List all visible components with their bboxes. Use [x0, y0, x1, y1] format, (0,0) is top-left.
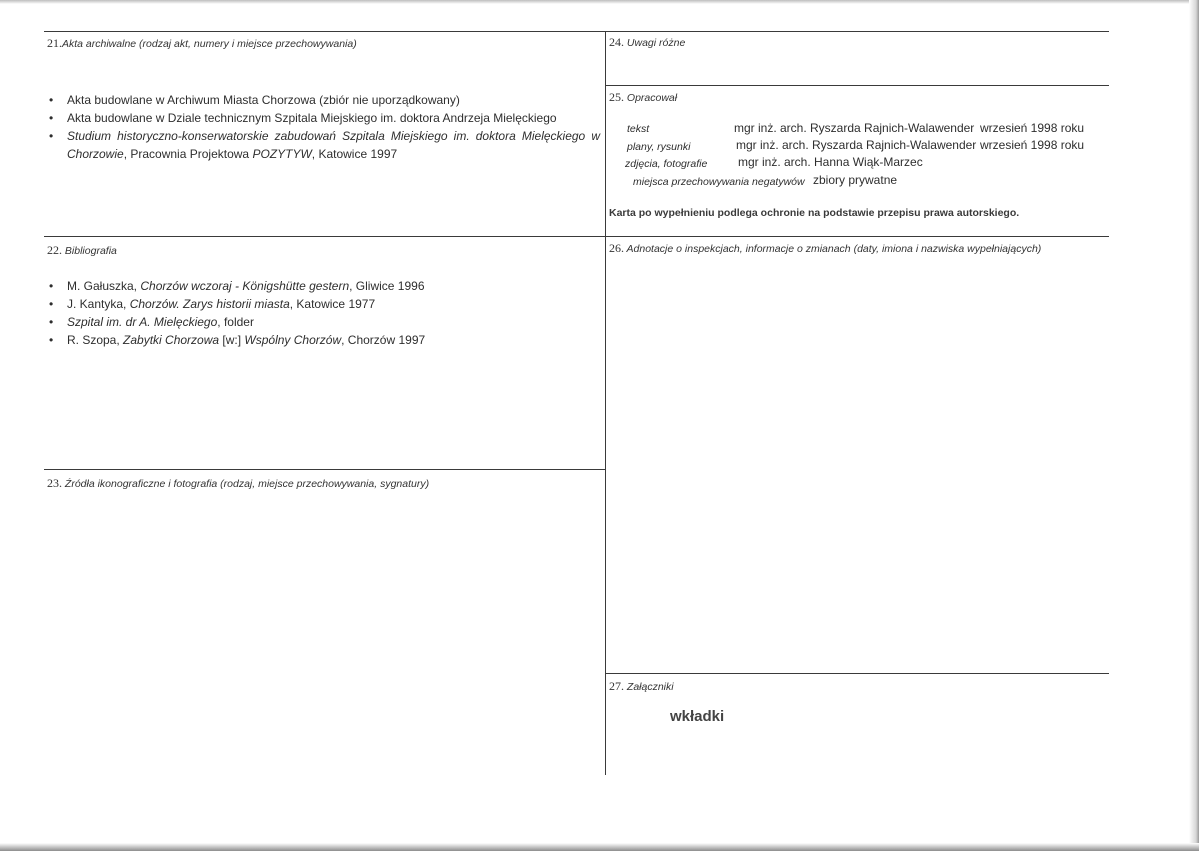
credit-row-text: tekst [627, 123, 650, 135]
list-item: • Szpital im. dr A. Mielęckiego, folder [45, 313, 600, 331]
divider-top [44, 31, 1109, 32]
list-item: • Studium historyczno-konserwatorskie zabudowań Szpitala Miejskiego im. doktora Mielęckiego w Chorzowie, Pracownia Projektowa POZYTYW, Katowice 1997 [45, 127, 600, 163]
divider-24-25 [605, 85, 1109, 86]
section-27-heading: 27. Załączniki [609, 679, 674, 693]
copyright-note: Karta po wypełnieniu podlega ochronie na podstawie przepisu prawa autorskiego. [609, 207, 1020, 219]
divider-26-27 [605, 673, 1109, 674]
credit-person: zbiory prywatne [813, 173, 898, 187]
section-21-list [45, 91, 600, 163]
scan-edge-top [0, 0, 1199, 4]
list-item: • Akta budowlane w Archiwum Miasta Chorzowa (zbiór nie uporządkowany) [45, 91, 600, 109]
credit-row-plans: plany, rysunki [627, 141, 691, 153]
list-item: • Akta budowlane w Dziale technicznym Szpitala Miejskiego im. doktora Andrzeja Mielęckiego [45, 109, 600, 127]
divider-22-23 [44, 469, 605, 470]
list-item: • J. Kantyka, Chorzów. Zarys historii miasta, Katowice 1977 [45, 295, 600, 313]
section-24-heading: 24. Uwagi różne [609, 35, 686, 49]
credit-row-photos: zdjęcia, fotografie [625, 158, 708, 170]
section-22-list [45, 277, 600, 349]
section-21-heading: 21.Akta archiwalne (rodzaj akt, numery i miejsce przechowywania) [47, 36, 357, 50]
list-item: • M. Gałuszka, Chorzów wczoraj - Königshütte gestern, Gliwice 1996 [45, 277, 600, 295]
section-25-heading: 25. Opracował [609, 90, 678, 104]
credit-person: mgr inż. arch. Ryszarda Rajnich-Walawender [736, 138, 977, 152]
section-23-heading: 23. Źródła ikonograficzne i fotografia (rodzaj, miejsce przechowywania, sygnatury) [47, 476, 430, 490]
scan-edge-right [1189, 0, 1199, 851]
credit-date: wrzesień 1998 roku [980, 121, 1085, 135]
credit-person: mgr inż. arch. Hanna Wiąk-Marzec [738, 155, 923, 169]
section-22-heading: 22. Bibliografia [47, 243, 117, 257]
scan-edge-bottom [0, 843, 1199, 851]
list-item: • R. Szopa, Zabytki Chorzowa [w:] Wspólny Chorzów, Chorzów 1997 [45, 331, 600, 349]
credit-row-negatives: miejsca przechowywania negatywów [633, 176, 805, 188]
credit-person: mgr inż. arch. Ryszarda Rajnich-Walawender [734, 121, 975, 135]
credit-date: wrzesień 1998 roku [980, 138, 1085, 152]
divider-21-22 [44, 236, 1109, 237]
divider-vertical [605, 31, 606, 775]
attachments-value: wkładki [670, 708, 725, 725]
section-26-heading: 26. Adnotacje o inspekcjach, informacje o zmianach (daty, imiona i nazwiska wypełniających) [609, 241, 1042, 255]
